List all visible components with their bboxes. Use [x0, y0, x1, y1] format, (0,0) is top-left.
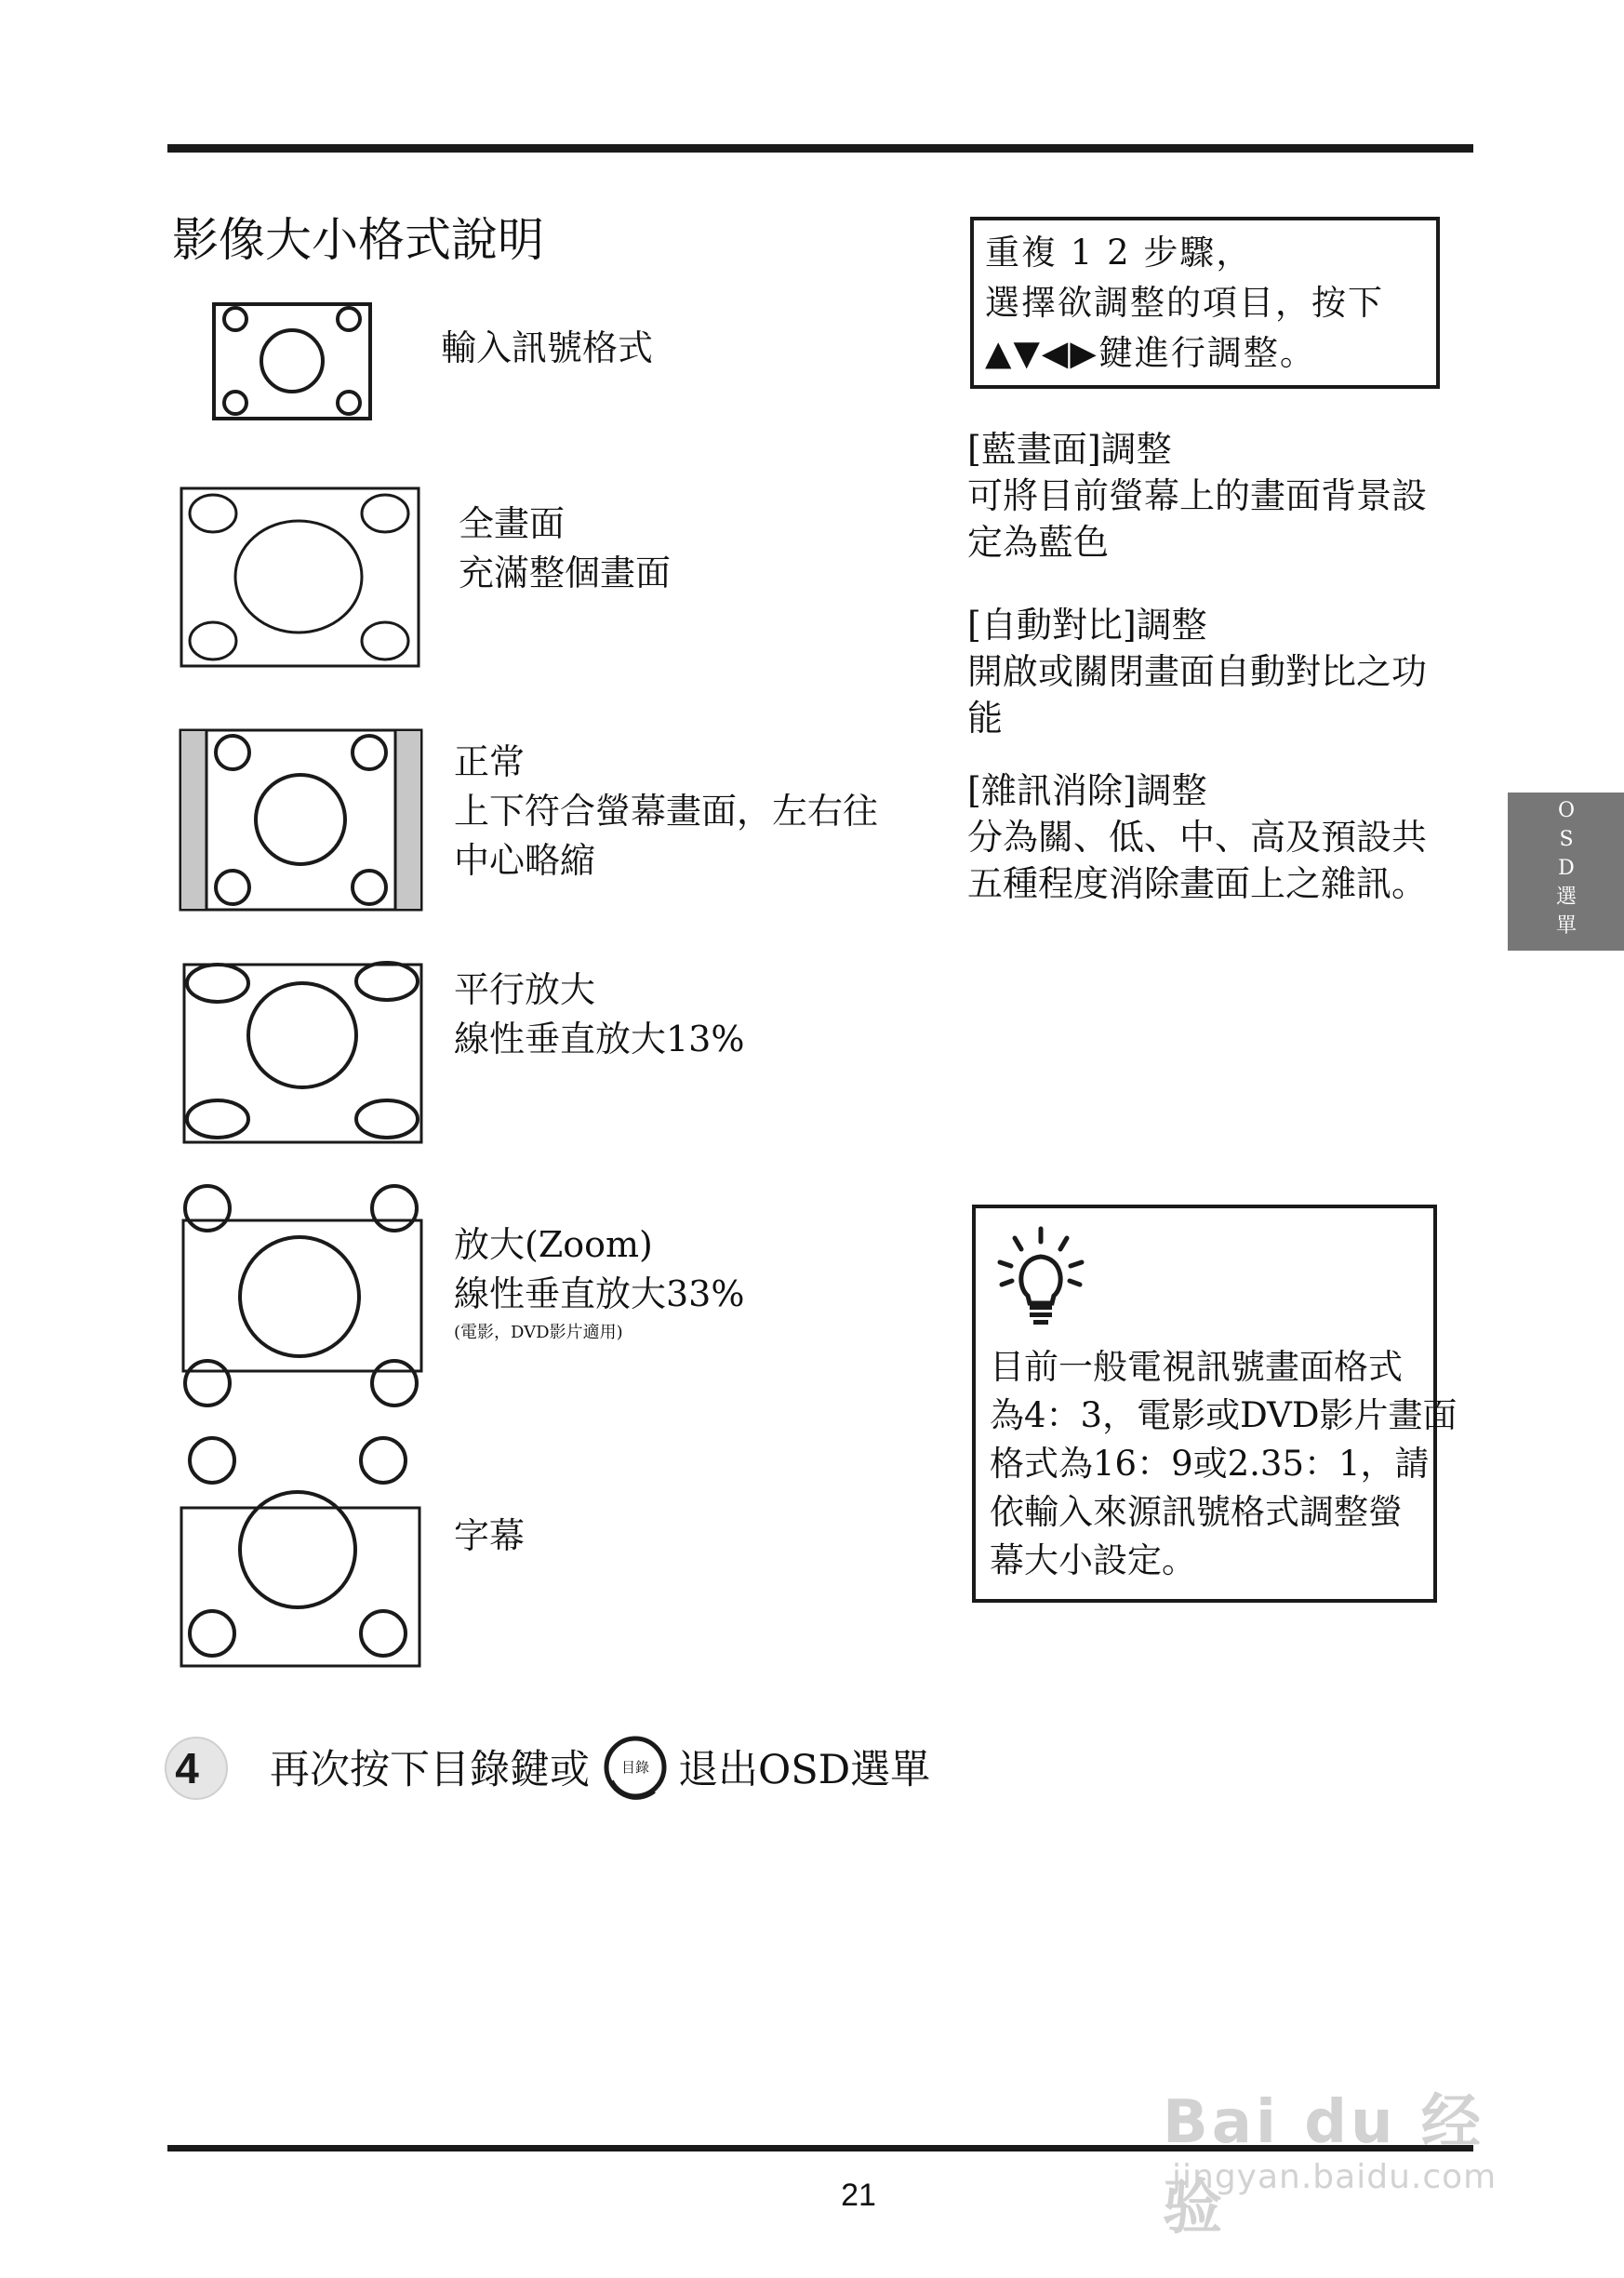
- menu-key-icon: [602, 1735, 667, 1800]
- subtitle-label: 字幕: [454, 1515, 526, 1556]
- blue-screen-setting: [藍畫面]調整 可將目前螢幕上的畫面背景設 定為藍色: [967, 429, 1428, 563]
- steps-box: 重複 1 2 步驟， 選擇欲調整的項目，按下 ▲▼◀▶鍵進行調整。: [970, 217, 1440, 389]
- zoom-label: 放大(Zoom) 線性垂直放大33% (電影，DVD影片適用): [454, 1220, 744, 1347]
- zoom-diagram: [181, 1183, 423, 1408]
- step-4-text-after: 退出OSD選單: [678, 1747, 931, 1793]
- noise-reduction-setting: [雜訊消除]調整 分為關、低、中、高及預設共 五種程度消除畫面上之雜訊。: [967, 770, 1428, 904]
- input-signal-format-diagram: [212, 302, 372, 420]
- normal-label: 正常 上下符合螢幕畫面，左右往 中心略縮: [454, 741, 879, 881]
- osd-menu-side-tab: O S D 選 單: [1508, 793, 1624, 951]
- tip-text: 目前一般電視訊號畫面格式 為4：3，電影或DVD影片畫面 格式為16：9或2.35：1，請 依輸入來源訊號格式調整螢 幕大小設定。: [990, 1347, 1458, 1580]
- baidu-watermark: Bai du 经验 jingyan.baidu.com: [1163, 2088, 1498, 2243]
- step-number-badge: [163, 1735, 230, 1802]
- zoom-note: (電影，DVD影片適用): [454, 1323, 623, 1342]
- auto-contrast-setting: [自動對比]調整 開啟或關閉畫面自動對比之功 能: [967, 605, 1428, 739]
- section-title: 影像大小格式說明: [172, 213, 544, 267]
- full-screen-label: 全畫面 充滿整個畫面: [459, 503, 672, 593]
- page-number: 21: [841, 2178, 876, 2213]
- svg-text:目錄: 目錄: [620, 1759, 650, 1776]
- normal-diagram: [179, 728, 423, 912]
- input-signal-format-label: 輸入訊號格式: [441, 327, 654, 368]
- subtitle-diagram: [180, 1435, 421, 1670]
- parallel-zoom-label: 平行放大 線性垂直放大13%: [454, 969, 745, 1059]
- lightbulb-icon: [994, 1225, 1087, 1331]
- top-rule: [167, 144, 1473, 153]
- svg-text:4: 4: [175, 1744, 199, 1792]
- full-screen-diagram: [180, 486, 420, 668]
- step-4-text-before: 再次按下目錄鍵或: [270, 1747, 590, 1793]
- tip-box: [972, 1205, 1458, 1603]
- parallel-zoom-diagram: [182, 963, 423, 1144]
